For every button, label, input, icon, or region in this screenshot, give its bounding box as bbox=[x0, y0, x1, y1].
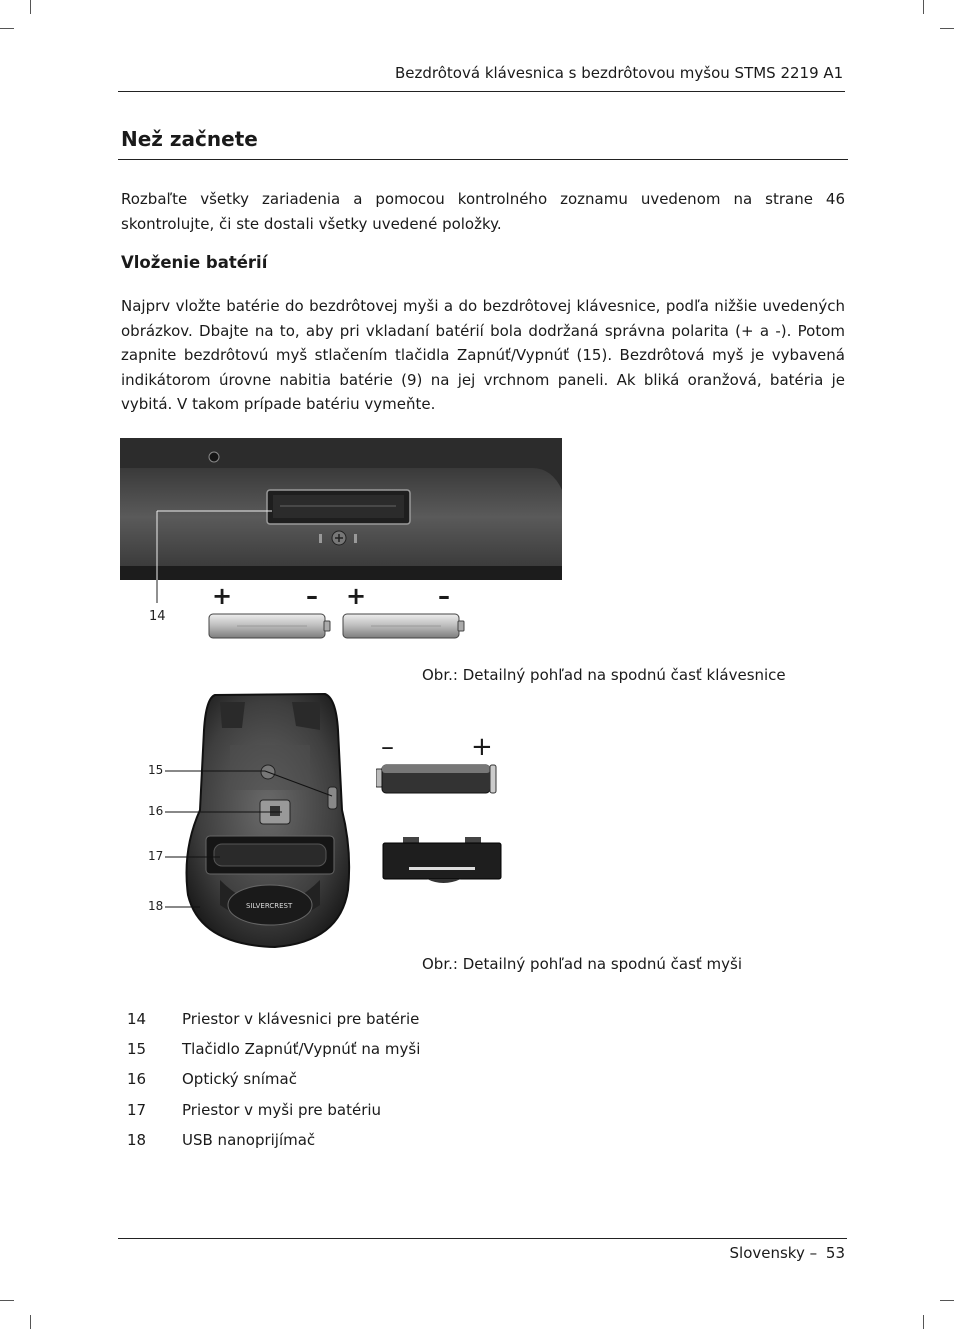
crop-mark bbox=[30, 0, 31, 14]
legend-label: Priestor v klávesnici pre batérie bbox=[182, 1010, 420, 1028]
legend-item bbox=[127, 1040, 420, 1058]
legend-label: USB nanoprijímač bbox=[182, 1131, 316, 1149]
body-paragraph: Najprv vložte batérie do bezdrôtovej myši a do bezdrôtovej klávesnice, podľa nižšie uvedených obrázkov. Dbajte na to, aby pri vkladaní batérií bola dodržaná správna polarita (+ a -). Potom zapnite bezdrôtovú myš stlačením tlačidla Zapnúť/Vypnúť (15). Bezdrôtová myš je vybavená indikátorom úrovne nabitia batérie (9) na jej vrchnom paneli. Ak bliká oranžová, batéria je vybitá. V takom prípade batériu vymeňte. bbox=[121, 297, 845, 413]
polarity-plus: + bbox=[346, 582, 367, 610]
callout-16: 16 bbox=[148, 804, 164, 818]
polarity-plus: + bbox=[471, 732, 493, 762]
running-header: Bezdrôtová klávesnica s bezdrôtovou myšou STMS 2219 A1 bbox=[395, 64, 844, 82]
aa-battery-icon bbox=[376, 761, 498, 797]
heading-rule bbox=[118, 159, 848, 160]
section-heading: Než začnete bbox=[121, 127, 258, 151]
legend-number: 17 bbox=[127, 1101, 147, 1119]
crop-mark bbox=[0, 1300, 14, 1301]
callout-14: 14 bbox=[149, 609, 166, 624]
legend-label: Priestor v myši pre batériu bbox=[182, 1101, 382, 1119]
legend-item bbox=[127, 1131, 315, 1149]
header-rule bbox=[118, 91, 845, 92]
legend-number: 14 bbox=[127, 1010, 147, 1028]
crop-mark bbox=[923, 0, 924, 14]
footer-rule bbox=[118, 1238, 847, 1239]
aa-battery-icon bbox=[207, 611, 331, 641]
battery-cover-icon bbox=[381, 835, 503, 887]
mouse-callout-lines bbox=[160, 760, 340, 920]
legend-number: 15 bbox=[127, 1040, 147, 1058]
polarity-plus: + bbox=[212, 582, 233, 610]
legend-label: Optický snímač bbox=[182, 1070, 297, 1088]
page-footer bbox=[730, 1244, 845, 1262]
figure-caption-mouse: Obr.: Detailný pohľad na spodnú časť myši bbox=[422, 955, 743, 973]
legend-label: Tlačidlo Zapnúť/Vypnúť na myši bbox=[182, 1040, 421, 1058]
polarity-minus: – bbox=[438, 582, 450, 610]
figure-caption-keyboard: Obr.: Detailný pohľad na spodnú časť klávesnice bbox=[422, 666, 786, 684]
footer-separator: – bbox=[809, 1244, 818, 1262]
callout-17: 17 bbox=[148, 849, 164, 863]
legend-number: 18 bbox=[127, 1131, 147, 1149]
crop-mark bbox=[923, 1315, 924, 1329]
keyboard-underside-photo bbox=[120, 438, 562, 580]
brand-logo: SILVERCREST bbox=[246, 902, 293, 910]
legend-item bbox=[127, 1101, 381, 1119]
crop-mark bbox=[30, 1315, 31, 1329]
callout-15: 15 bbox=[148, 763, 164, 777]
crop-mark bbox=[940, 28, 954, 29]
polarity-minus: – bbox=[381, 732, 394, 762]
keyboard-callout-line bbox=[156, 580, 160, 604]
crop-mark bbox=[940, 1300, 954, 1301]
intro-paragraph: Rozbaľte všetky zariadenia a pomocou kontrolného zoznamu uvedenom na strane 46 skontrolujte, či ste dostali všetky uvedené položky. bbox=[121, 190, 845, 233]
footer-language: Slovensky bbox=[729, 1244, 805, 1262]
legend-number: 16 bbox=[127, 1070, 147, 1088]
legend-item bbox=[127, 1070, 297, 1088]
page-number: 53 bbox=[825, 1244, 845, 1262]
crop-mark bbox=[0, 28, 14, 29]
callout-18: 18 bbox=[148, 899, 164, 913]
aa-battery-icon bbox=[341, 611, 465, 641]
subheading: Vloženie batérií bbox=[121, 253, 268, 272]
polarity-minus: – bbox=[306, 582, 318, 610]
legend-item bbox=[127, 1010, 419, 1028]
